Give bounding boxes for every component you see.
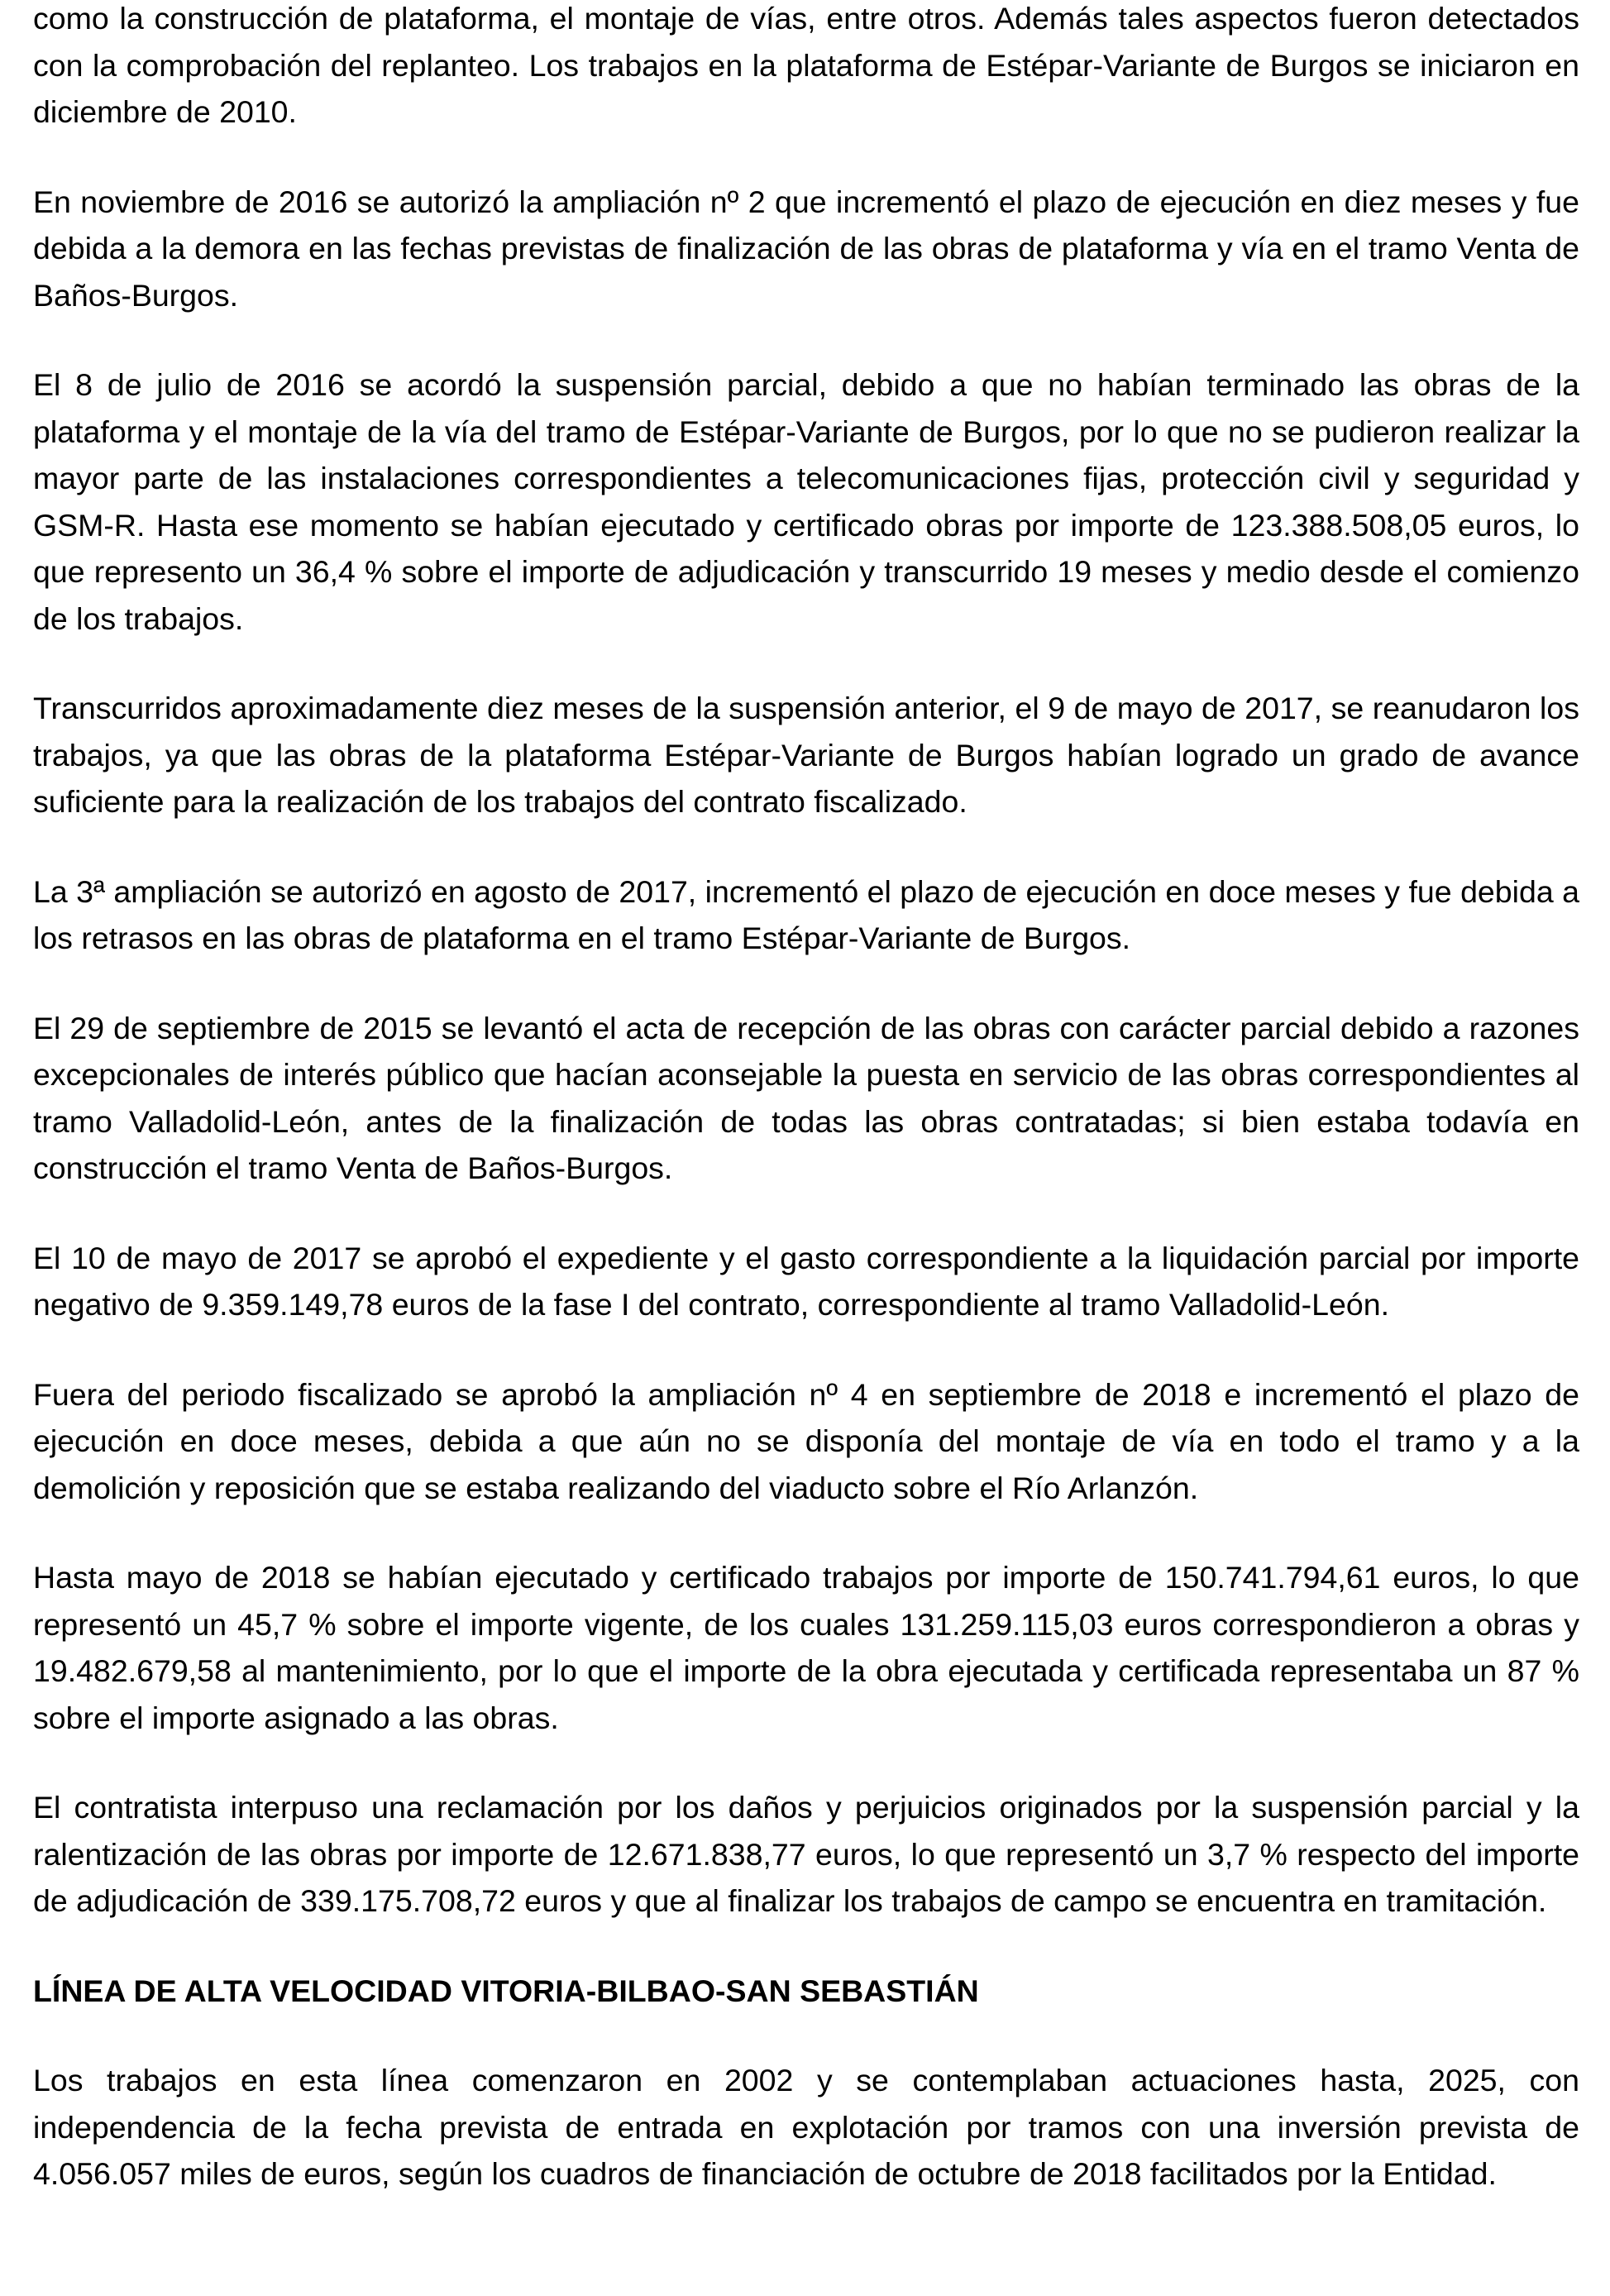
paragraph-certificado-mayo-2018: Hasta mayo de 2018 se habían ejecutado y certificado trabajos por importe de 150.741.794,61 euros, lo que representó un 45,7 % sobre el importe vigente, de los cuales 131.259.115,03 euros correspondieron a obras y 19.482.679,58 al mantenimiento, por lo que el importe de la obra ejecutada y certificada representaba un 87 % sobre el importe asignado a las obras. [33, 1560, 1579, 1735]
paragraph-ampliacion-2: En noviembre de 2016 se autorizó la ampliación nº 2 que incrementó el plazo de ejecución en diez meses y fue debida a la demora en las fechas previstas de finalización de las obras de plataforma y vía en el tramo Venta de Baños-Burgos. [33, 184, 1579, 313]
paragraph-liquidacion-parcial: El 10 de mayo de 2017 se aprobó el expediente y el gasto correspondiente a la liquidación parcial por importe negativo de 9.359.149,78 euros de la fase I del contrato, correspondiente al tramo Valladolid-León. [33, 1240, 1579, 1322]
document-page [33, 0, 1579, 2241]
section-heading: LÍNEA DE ALTA VELOCIDAD VITORIA-BILBAO-SAN SEBASTIÁN [33, 1973, 979, 2008]
paragraph-plataforma-inicio: como la construcción de plataforma, el montaje de vías, entre otros. Además tales aspectos fueron detectados con la comprobación del replanteo. Los trabajos en la plataforma de Estépar-Variante de Burgos se iniciaron en diciembre de 2010. [33, 1, 1579, 129]
paragraph-ampliacion-3: La 3ª ampliación se autorizó en agosto de 2017, incrementó el plazo de ejecución en doce meses y fue debida a los retrasos en las obras de plataforma en el tramo Estépar-Variante de Burgos. [33, 873, 1579, 955]
paragraph-linea-vitoria-bilbao: Los trabajos en esta línea comenzaron en 2002 y se contemplaban actuaciones hasta, 2025, con independencia de la fecha prevista de entrada en explotación por tramos con una inversión prevista de 4.056.057 miles de euros, según los cuadros de financiación de octubre de 2018 facilitados por la Entidad. [33, 2063, 1579, 2191]
paragraph-acta-recepcion: El 29 de septiembre de 2015 se levantó el acta de recepción de las obras con carácter parcial debido a razones excepcionales de interés público que hacían aconsejable la puesta en servicio de las obras correspondientes al tramo Valladolid-León, antes de la finalización de todas las obras contratadas; si bien estaba todavía en construcción el tramo Venta de Baños-Burgos. [33, 1010, 1579, 1185]
paragraph-reclamacion-contratista: El contratista interpuso una reclamación por los daños y perjuicios originados por la suspensión parcial y la ralentización de las obras por importe de 12.671.838,77 euros, lo que representó un 3,7 % respecto del importe de adjudicación de 339.175.708,72 euros y que al finalizar los trabajos de campo se encuentra en tramitación. [33, 1790, 1579, 1918]
paragraph-reanudacion: Transcurridos aproximadamente diez meses de la suspensión anterior, el 9 de mayo de 2017, se reanudaron los trabajos, ya que las obras de la plataforma Estépar-Variante de Burgos habían logrado un grado de avance suficiente para la realización de los trabajos del contrato fiscalizado. [33, 691, 1579, 819]
paragraph-ampliacion-4: Fuera del periodo fiscalizado se aprobó la ampliación nº 4 en septiembre de 2018 e incrementó el plazo de ejecución en doce meses, debida a que aún no se disponía del montaje de vía en todo el tramo y a la demolición y reposición que se estaba realizando del viaducto sobre el Río Arlanzón. [33, 1376, 1579, 1505]
paragraph-suspension-parcial: El 8 de julio de 2016 se acordó la suspensión parcial, debido a que no habían terminado las obras de la plataforma y el montaje de la vía del tramo de Estépar-Variante de Burgos, por lo que no se pudieron realizar la mayor parte de las instalaciones correspondientes a telecomunicaciones fijas, protección civil y seguridad y GSM-R. Hasta ese momento se habían ejecutado y certificado obras por importe de 123.388.508,05 euros, lo que represento un 36,4 % sobre el importe de adjudicación y transcurrido 19 meses y medio desde el comienzo de los trabajos. [33, 367, 1579, 636]
